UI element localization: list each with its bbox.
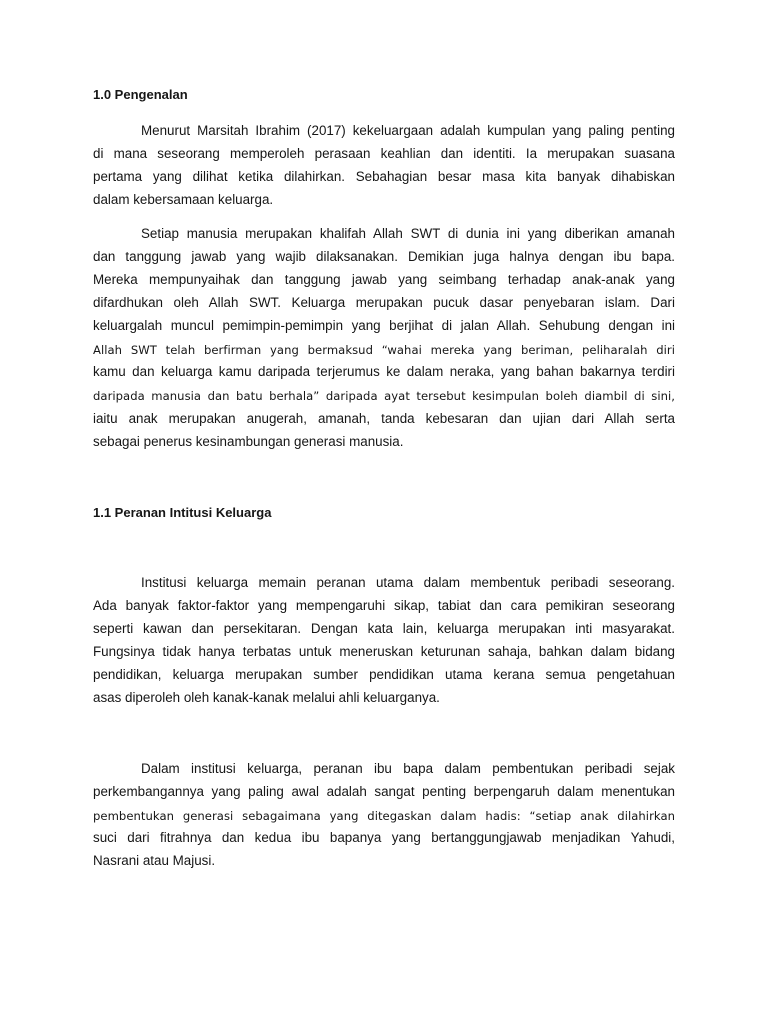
paragraph-line: asas diperoleh oleh kanak-kanak melalui ahli keluarganya. xyxy=(93,690,440,705)
paragraph-line: Institusi keluarga memain peranan utama dalam membentuk peribadi seseorang. xyxy=(141,575,675,590)
paragraph-line: keluargalah muncul pemimpin-pemimpin yang berjihat di jalan Allah. Sehubung dengan ini xyxy=(93,318,675,333)
section-heading-pengenalan: 1.0 Pengenalan xyxy=(93,87,188,102)
paragraph-line: di mana seseorang memperoleh perasaan keahlian dan identiti. Ia merupakan suasana xyxy=(93,146,675,161)
paragraph-line: suci dari fitrahnya dan kedua ibu bapanya yang bertanggungjawab menjadikan Yahudi, xyxy=(93,830,675,845)
paragraph-line: dan tanggung jawab yang wajib dilaksanakan. Demikian juga halnya dengan ibu bapa. xyxy=(93,249,675,264)
paragraph-line: pertama yang dilihat ketika dilahirkan. Sebahagian besar masa kita banyak dihabiskan xyxy=(93,169,675,184)
paragraph-line: Allah SWT telah berfirman yang bermaksud “wahai mereka yang beriman, peliharalah diri xyxy=(93,343,675,357)
paragraph-line: daripada manusia dan batu berhala” daripada ayat tersebut kesimpulan boleh diambil di sini, xyxy=(93,389,675,403)
section-heading-peranan-intitusi-keluarga: 1.1 Peranan Intitusi Keluarga xyxy=(93,505,272,520)
paragraph-line: difardhukan oleh Allah SWT. Keluarga merupakan pucuk dasar penyebaran islam. Dari xyxy=(93,295,675,310)
paragraph-line: Setiap manusia merupakan khalifah Allah SWT di dunia ini yang diberikan amanah xyxy=(141,226,675,241)
paragraph-line: kamu dan keluarga kamu daripada terjerumus ke dalam neraka, yang bahan bakarnya terdiri xyxy=(93,364,675,379)
paragraph-line: Dalam institusi keluarga, peranan ibu bapa dalam pembentukan peribadi sejak xyxy=(141,761,675,776)
paragraph-line: seperti kawan dan persekitaran. Dengan kata lain, keluarga merupakan inti masyarakat. xyxy=(93,621,675,636)
paragraph-line: Nasrani atau Majusi. xyxy=(93,853,216,868)
paragraph-line: perkembangannya yang paling awal adalah sangat penting berpengaruh dalam menentukan xyxy=(93,784,675,799)
paragraph-line: Menurut Marsitah Ibrahim (2017) kekeluargaan adalah kumpulan yang paling penting xyxy=(141,123,675,138)
paragraph-line: sebagai penerus kesinambungan generasi manusia. xyxy=(93,434,404,449)
paragraph-line: dalam kebersamaan keluarga. xyxy=(93,192,274,207)
paragraph-line: Ada banyak faktor-faktor yang mempengaruhi sikap, tabiat dan cara pemikiran seseorang xyxy=(93,598,675,613)
paragraph-line: pembentukan generasi sebagaimana yang ditegaskan dalam hadis: “setiap anak dilahirkan xyxy=(93,809,675,823)
paragraph-line: pendidikan, keluarga merupakan sumber pendidikan utama kerana semua pengetahuan xyxy=(93,667,675,682)
paragraph-line: Fungsinya tidak hanya terbatas untuk meneruskan keturunan sahaja, bahkan dalam bidang xyxy=(93,644,675,659)
paragraph-line: iaitu anak merupakan anugerah, amanah, tanda kebesaran dan ujian dari Allah serta xyxy=(93,411,675,426)
paragraph-line: Mereka mempunyaihak dan tanggung jawab yang seimbang terhadap anak-anak yang xyxy=(93,272,675,287)
